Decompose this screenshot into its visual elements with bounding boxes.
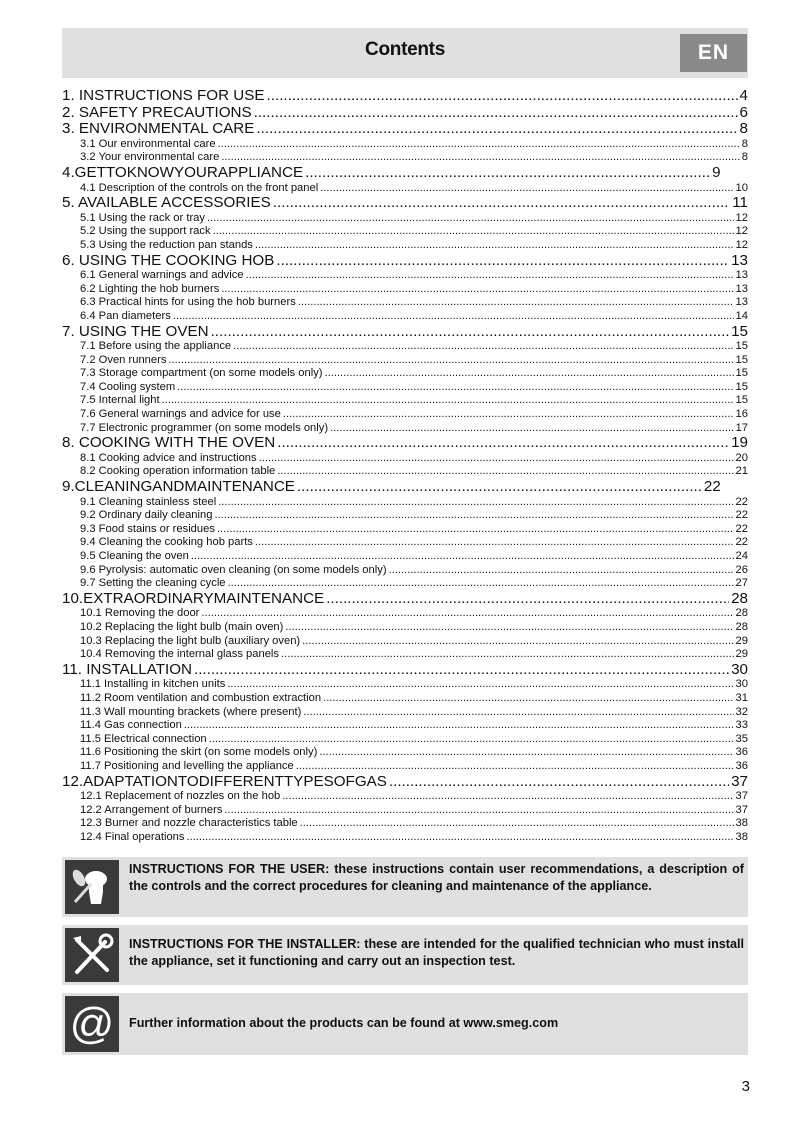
- toc-dot-leader: [297, 479, 702, 496]
- chef-icon: [65, 860, 119, 914]
- toc-subsection-entry: [62, 607, 748, 621]
- toc-page-number: 32: [735, 705, 748, 718]
- toc-subsection-entry: [62, 296, 748, 310]
- toc-dot-leader: [217, 523, 734, 537]
- toc-entry-title: 7.3 Storage compartment (on some models only): [80, 367, 323, 380]
- toc-page-number: 29: [735, 648, 748, 661]
- toc-subsection-entry: [62, 310, 748, 324]
- toc-dot-leader: [303, 706, 733, 720]
- toc-dot-leader: [221, 283, 733, 297]
- toc-entry-title: 7.2 Oven runners: [80, 353, 167, 366]
- toc-dot-leader: [228, 577, 734, 591]
- toc-dot-leader: [298, 296, 734, 310]
- toc-subsection-entry: [62, 465, 748, 479]
- toc-entry-title: 7.5 Internal light: [80, 394, 160, 407]
- toc-page-number: 36: [735, 746, 748, 759]
- toc-page-number: 20: [735, 451, 748, 464]
- at-sign-icon: [65, 996, 119, 1052]
- page-title: Contents: [365, 39, 445, 60]
- toc-dot-leader: [277, 435, 729, 452]
- toc-page-number: 27: [735, 577, 748, 590]
- toc-page-number: 19: [731, 435, 748, 452]
- toc-page-number: 9: [712, 164, 721, 181]
- toc-page-number: 16: [735, 408, 748, 421]
- page-number: 3: [741, 1078, 750, 1095]
- toc-subsection-entry: [62, 621, 748, 635]
- toc-entry-title: 5.2 Using the support rack: [80, 225, 211, 238]
- toc-page-number: 22: [735, 536, 748, 549]
- toc-dot-leader: [305, 165, 710, 182]
- toc-page-number: 28: [735, 607, 748, 620]
- toc-page-number: 24: [735, 550, 748, 562]
- toc-page-number: 21: [735, 465, 748, 478]
- toc-entry-title: 10.3 Replacing the light bulb (auxiliary oven): [80, 634, 301, 647]
- installer-instructions-box: [62, 925, 748, 985]
- toc-dot-leader: [389, 564, 734, 578]
- toc-subsection-entry: [62, 509, 748, 523]
- language-badge: EN: [680, 34, 747, 72]
- toc-subsection-entry: [62, 212, 748, 226]
- toc-entry-title: 11.3 Wall mounting brackets (where present): [80, 705, 302, 718]
- toc-page-number: 13: [735, 296, 748, 309]
- toc-subsection-entry: [62, 817, 748, 831]
- toc-dot-leader: [221, 151, 739, 165]
- toc-dot-leader: [330, 422, 733, 436]
- toc-section-entry: [62, 435, 748, 452]
- toc-subsection-entry: [62, 831, 748, 845]
- tools-icon: [65, 928, 119, 982]
- toc-subsection-entry: [62, 523, 748, 537]
- toc-entry-title: 3.1 Our environmental care: [80, 137, 216, 150]
- toc-dot-leader: [283, 408, 734, 422]
- toc-page-number: 38: [735, 817, 748, 830]
- toc-subsection-entry: [62, 746, 748, 760]
- toc-page-number: 12: [735, 225, 748, 238]
- toc-dot-leader: [213, 225, 734, 239]
- toc-subsection-entry: [62, 719, 748, 733]
- toc-dot-leader: [227, 678, 733, 692]
- toc-entry-title: 10.2 Replacing the light bulb (main oven): [80, 620, 284, 633]
- toc-dot-leader: [177, 381, 733, 395]
- toc-page-number: 12: [735, 211, 748, 224]
- toc-dot-leader: [209, 733, 734, 747]
- toc-subsection-entry: [62, 381, 748, 395]
- toc-page-number: 37: [731, 773, 748, 790]
- toc-dot-leader: [173, 310, 734, 324]
- toc-dot-leader: [207, 212, 734, 226]
- toc-entry-title: 9.2 Ordinary daily cleaning: [80, 509, 213, 522]
- toc-section-entry: [62, 774, 748, 791]
- toc-dot-leader: [254, 105, 738, 122]
- toc-section-entry: [62, 253, 748, 270]
- toc-subsection-entry: [62, 706, 748, 720]
- toc-page-number: 29: [735, 634, 748, 647]
- toc-entry-title: 7.7 Electronic programmer (on some models only): [80, 421, 329, 434]
- toc-dot-leader: [191, 550, 734, 564]
- toc-page-number: 10: [735, 181, 748, 194]
- toc-dot-leader: [285, 621, 733, 635]
- toc-section-entry: [62, 324, 748, 341]
- toc-dot-leader: [255, 239, 734, 253]
- table-of-contents: [62, 88, 748, 844]
- toc-entry-title: 3. ENVIRONMENTAL CARE: [62, 121, 255, 138]
- toc-page-number: 26: [735, 563, 748, 576]
- toc-dot-leader: [281, 648, 734, 662]
- toc-entry-title: 9.6 Pyrolysis: automatic oven cleaning (on some models only): [80, 563, 387, 576]
- toc-entry-title: 12.3 Burner and nozzle characteristics table: [80, 817, 298, 830]
- toc-dot-leader: [296, 760, 734, 774]
- toc-entry-title: 7.4 Cooling system: [80, 380, 176, 393]
- toc-page-number: 33: [735, 719, 748, 732]
- toc-page-number: 15: [735, 394, 748, 407]
- toc-subsection-entry: [62, 422, 748, 436]
- toc-page-number: 13: [735, 282, 748, 295]
- toc-dot-leader: [224, 804, 733, 818]
- toc-entry-title: 12.2 Arrangement of burners: [80, 803, 223, 816]
- toc-page-number: 15: [735, 340, 748, 353]
- toc-subsection-entry: [62, 733, 748, 747]
- toc-entry-title: 11.4 Gas connection: [80, 719, 182, 732]
- toc-dot-leader: [218, 496, 733, 510]
- toc-page-number: 35: [735, 732, 748, 745]
- toc-page-number: 38: [735, 830, 748, 843]
- toc-dot-leader: [218, 138, 740, 152]
- toc-dot-leader: [319, 746, 733, 760]
- toc-dot-leader: [302, 635, 733, 649]
- toc-dot-leader: [276, 253, 729, 270]
- toc-dot-leader: [320, 182, 733, 196]
- toc-dot-leader: [267, 88, 738, 105]
- toc-page-number: 37: [735, 790, 748, 803]
- toc-entry-title: 12.ADAPTATIONTODIFFERENTTYPESOFGAS: [62, 773, 387, 790]
- toc-entry-title: 9.5 Cleaning the oven: [80, 550, 189, 562]
- toc-page-number: 15: [735, 367, 748, 380]
- toc-entry-title: 9.CLEANINGANDMAINTENANCE: [62, 479, 295, 496]
- toc-subsection-entry: [62, 804, 748, 818]
- toc-entry-title: 8.2 Cooking operation information table: [80, 465, 276, 478]
- toc-entry-title: 9.1 Cleaning stainless steel: [80, 495, 217, 508]
- toc-dot-leader: [184, 719, 734, 733]
- toc-entry-title: 9.3 Food stains or residues: [80, 522, 215, 535]
- toc-dot-leader: [277, 465, 733, 479]
- toc-dot-leader: [214, 509, 733, 523]
- toc-entry-title: 11.7 Positioning and levelling the appliance: [80, 759, 294, 772]
- toc-dot-leader: [389, 774, 729, 791]
- toc-subsection-entry: [62, 790, 748, 804]
- toc-entry-title: 9.4 Cleaning the cooking hob parts: [80, 536, 253, 549]
- toc-page-number: 30: [731, 661, 748, 678]
- toc-subsection-entry: [62, 564, 748, 578]
- toc-dot-leader: [162, 394, 734, 408]
- toc-page-number: 4: [739, 88, 748, 104]
- toc-entry-title: 11.6 Positioning the skirt (on some models only): [80, 746, 318, 759]
- toc-entry-title: 4.1 Description of the controls on the front panel: [80, 181, 319, 194]
- toc-dot-leader: [211, 324, 730, 341]
- user-instructions-text: INSTRUCTIONS FOR THE USER: these instructions contain user recommendations, a description of the controls and the correct procedures for cleaning and maintenance of the appliance.: [129, 862, 744, 893]
- toc-section-entry: [62, 591, 748, 608]
- toc-entry-title: 6.2 Lighting the hob burners: [80, 282, 220, 295]
- toc-entry-title: 11. INSTALLATION: [62, 661, 192, 678]
- toc-subsection-entry: [62, 536, 748, 550]
- toc-subsection-entry: [62, 182, 748, 196]
- toc-entry-title: 8.1 Cooking advice and instructions: [80, 451, 257, 464]
- toc-subsection-entry: [62, 648, 748, 662]
- toc-dot-leader: [259, 452, 734, 466]
- user-instructions-box: [62, 857, 748, 917]
- toc-entry-title: 5.1 Using the rack or tray: [80, 211, 205, 224]
- toc-entry-title: 9.7 Setting the cleaning cycle: [80, 577, 226, 590]
- contents-header: [62, 28, 748, 78]
- toc-dot-leader: [325, 367, 734, 381]
- toc-dot-leader: [255, 536, 734, 550]
- toc-entry-title: 7.6 General warnings and advice for use: [80, 408, 281, 421]
- svg-text:@: @: [69, 1000, 115, 1048]
- toc-dot-leader: [273, 195, 730, 212]
- toc-page-number: 11: [732, 195, 748, 212]
- toc-page-number: 17: [735, 421, 748, 434]
- toc-subsection-entry: [62, 760, 748, 774]
- toc-subsection-entry: [62, 354, 748, 368]
- toc-page-number: 13: [735, 269, 748, 282]
- toc-section-entry: [62, 662, 748, 679]
- toc-page-number: 28: [731, 590, 748, 607]
- toc-subsection-entry: [62, 239, 748, 253]
- toc-page-number: 15: [731, 323, 748, 340]
- toc-entry-title: 10.1 Removing the door: [80, 607, 200, 620]
- toc-page-number: 14: [735, 309, 748, 322]
- toc-dot-leader: [256, 121, 737, 138]
- toc-entry-title: 1. INSTRUCTIONS FOR USE: [62, 88, 265, 104]
- toc-entry-title: 7. USING THE OVEN: [62, 323, 209, 340]
- toc-entry-title: 11.2 Room ventilation and combustion extraction: [80, 691, 322, 704]
- toc-subsection-entry: [62, 269, 748, 283]
- toc-entry-title: 4.GETTOKNOWYOURAPPLIANCE: [62, 164, 304, 181]
- toc-dot-leader: [201, 607, 733, 621]
- toc-section-entry: [62, 479, 748, 496]
- toc-subsection-entry: [62, 340, 748, 354]
- toc-subsection-entry: [62, 283, 748, 297]
- toc-page-number: 13: [731, 252, 748, 269]
- toc-section-entry: [62, 105, 748, 122]
- toc-page-number: 8: [741, 137, 748, 150]
- web-info-text: Further information about the products can be found at www.smeg.com: [129, 1016, 559, 1030]
- toc-entry-title: 5. AVAILABLE ACCESSORIES: [62, 195, 271, 212]
- toc-entry-title: 6.3 Practical hints for using the hob burners: [80, 296, 296, 309]
- toc-dot-leader: [300, 817, 734, 831]
- toc-entry-title: 2. SAFETY PRECAUTIONS: [62, 104, 252, 121]
- toc-subsection-entry: [62, 452, 748, 466]
- toc-section-entry: [62, 121, 748, 138]
- toc-subsection-entry: [62, 408, 748, 422]
- toc-section-entry: [62, 88, 748, 105]
- toc-entry-title: 5.3 Using the reduction pan stands: [80, 238, 253, 251]
- toc-page-number: 28: [735, 620, 748, 633]
- toc-subsection-entry: [62, 550, 748, 564]
- toc-subsection-entry: [62, 577, 748, 591]
- toc-entry-title: 6.4 Pan diameters: [80, 309, 171, 322]
- installer-instructions-text: INSTRUCTIONS FOR THE INSTALLER: these are intended for the qualified technician who must install the appliance, set it functioning and carry out an inspection test.: [129, 937, 744, 968]
- toc-page-number: 8: [741, 151, 748, 164]
- toc-dot-leader: [186, 831, 733, 845]
- toc-subsection-entry: [62, 138, 748, 152]
- toc-page-number: 12: [735, 238, 748, 251]
- toc-page-number: 15: [735, 353, 748, 366]
- toc-dot-leader: [326, 591, 729, 608]
- toc-dot-leader: [233, 340, 733, 354]
- toc-section-entry: [62, 165, 748, 182]
- toc-entry-title: 12.1 Replacement of nozzles on the hob: [80, 790, 281, 803]
- toc-dot-leader: [246, 269, 734, 283]
- toc-subsection-entry: [62, 635, 748, 649]
- toc-entry-title: 7.1 Before using the appliance: [80, 340, 232, 353]
- toc-page-number: 22: [735, 522, 748, 535]
- toc-page-number: 30: [735, 678, 748, 691]
- toc-dot-leader: [282, 790, 733, 804]
- toc-subsection-entry: [62, 367, 748, 381]
- toc-page-number: 6: [739, 104, 748, 121]
- toc-entry-title: 3.2 Your environmental care: [80, 151, 220, 164]
- toc-page-number: 8: [739, 121, 748, 138]
- toc-entry-title: 12.4 Final operations: [80, 830, 185, 843]
- toc-page-number: 15: [735, 380, 748, 393]
- toc-page-number: 31: [735, 691, 748, 704]
- toc-subsection-entry: [62, 151, 748, 165]
- toc-entry-title: 10.4 Removing the internal glass panels: [80, 648, 280, 661]
- toc-subsection-entry: [62, 225, 748, 239]
- toc-dot-leader: [168, 354, 733, 368]
- toc-page-number: 22: [703, 479, 721, 496]
- toc-subsection-entry: [62, 496, 748, 510]
- toc-page-number: 22: [735, 509, 748, 522]
- toc-entry-title: 6.1 General warnings and advice: [80, 269, 244, 282]
- toc-page-number: 37: [735, 803, 748, 816]
- toc-entry-title: 6. USING THE COOKING HOB: [62, 252, 275, 269]
- toc-subsection-entry: [62, 692, 748, 706]
- toc-section-entry: [62, 195, 748, 212]
- toc-entry-title: 11.5 Electrical connection: [80, 732, 207, 745]
- toc-dot-leader: [323, 692, 733, 706]
- toc-page-number: 22: [735, 495, 748, 508]
- toc-entry-title: 10.EXTRAORDINARYMAINTENANCE: [62, 590, 325, 607]
- toc-subsection-entry: [62, 394, 748, 408]
- toc-page-number: 36: [735, 759, 748, 772]
- toc-subsection-entry: [62, 678, 748, 692]
- toc-dot-leader: [194, 662, 729, 679]
- toc-entry-title: 8. COOKING WITH THE OVEN: [62, 435, 276, 452]
- web-info-box: [62, 993, 748, 1055]
- toc-entry-title: 11.1 Installing in kitchen units: [80, 678, 226, 691]
